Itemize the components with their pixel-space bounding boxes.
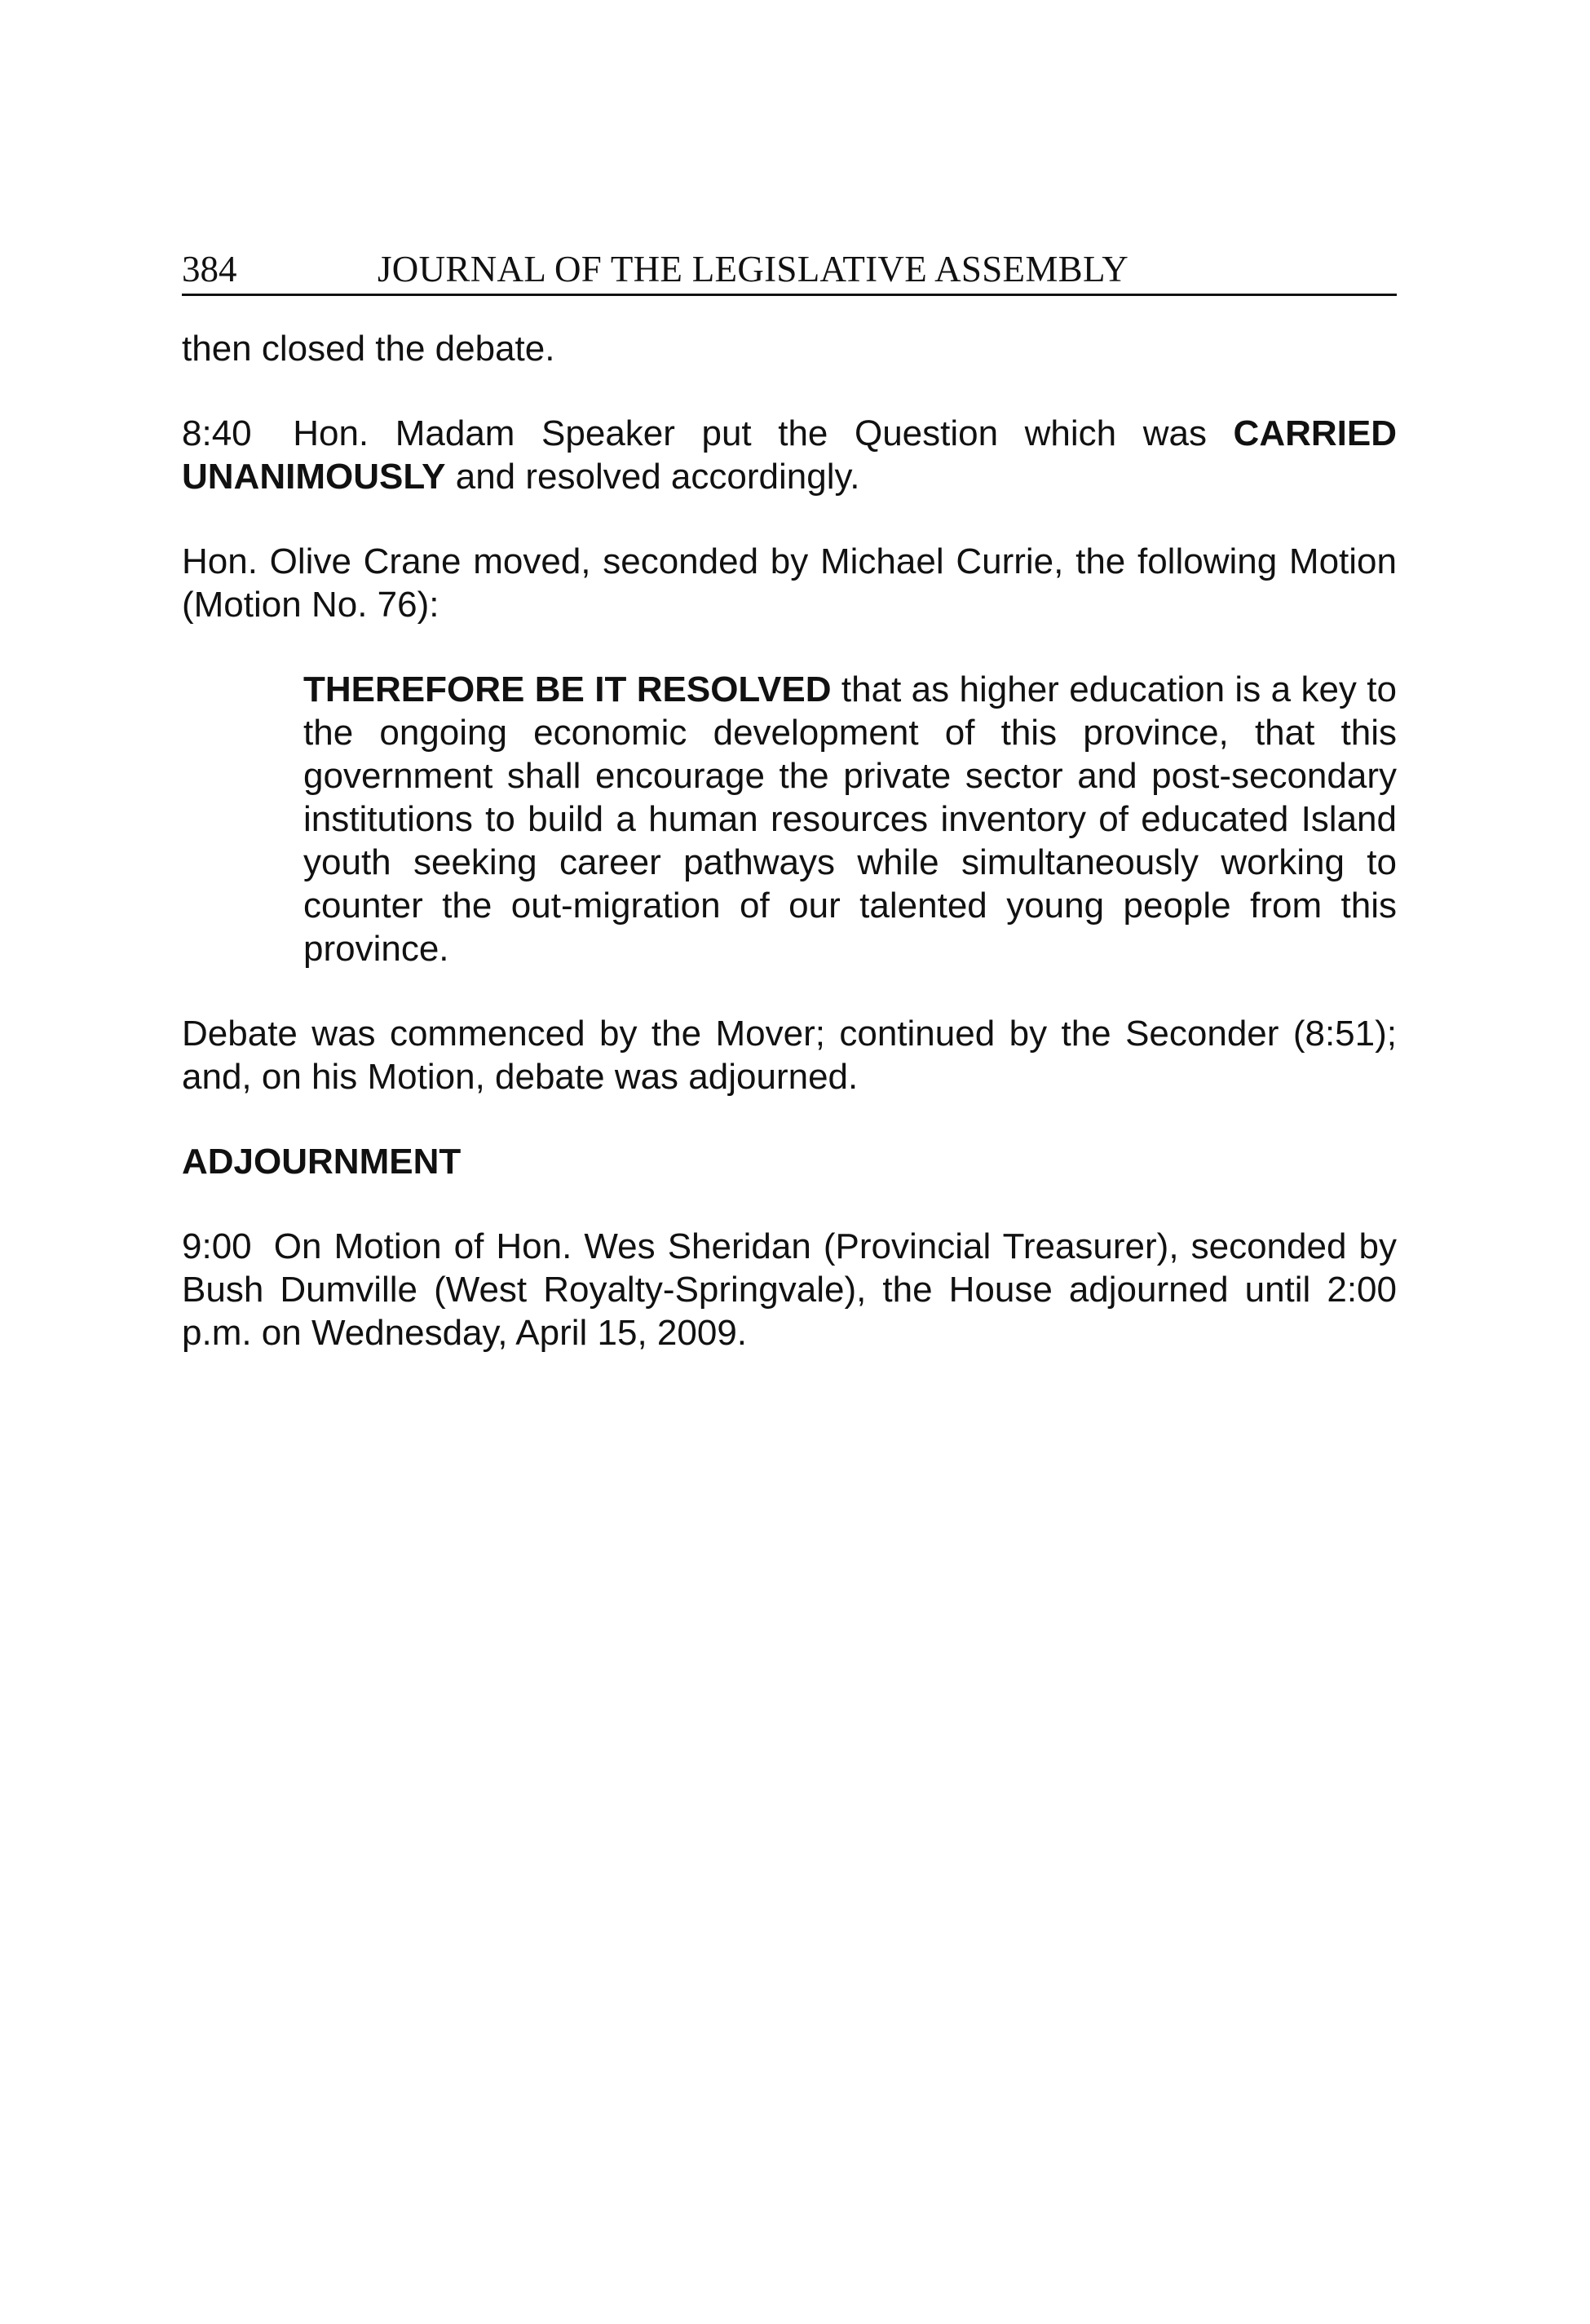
closed-debate-paragraph [182, 327, 1397, 370]
closed-debate-text: then closed the debate. [182, 329, 555, 369]
carried-unanimously-text: CARRIED UNANIMOUSLY [182, 413, 1397, 497]
debate-text: Debate was commenced by the Mover; continued by the Seconder (8:51); and, on his Motion, debate was adjourned. [182, 1014, 1397, 1097]
adjournment-paragraph [182, 1225, 1397, 1354]
resolution-text: that as higher education is a key to the ongoing economic development of this province, that this government shall encourage the private sector and post-secondary institutions to build a human resources inventory of educated Island youth seeking career pathways while simultaneously working to counter the out-migration of our talented young people from this province. [303, 669, 1397, 969]
adjournment-heading: ADJOURNMENT [182, 1142, 462, 1182]
question-text: Hon. Madam Speaker put the Question which was [293, 413, 1234, 453]
motion-intro-text: Hon. Olive Crane moved, seconded by Michael Currie, the following Motion (Motion No. 76): [182, 541, 1397, 625]
motion-intro-paragraph [182, 540, 1397, 626]
debate-paragraph [182, 1012, 1397, 1098]
running-header [182, 245, 1397, 296]
adjournment-text: On Motion of Hon. Wes Sheridan (Provincial Treasurer), seconded by Bush Dumville (West Royalty-Springvale), the House adjourned until 2:00 p.m. on Wednesday, April 15, 2009. [182, 1226, 1397, 1353]
adjournment-time: 9:00 [182, 1226, 252, 1266]
page-number: 384 [182, 249, 237, 289]
question-time: 8:40 [182, 413, 252, 453]
resolved-accordingly-text: and resolved accordingly. [445, 457, 860, 497]
journal-page [182, 245, 1397, 1396]
journal-title: JOURNAL OF THE LEGISLATIVE ASSEMBLY [378, 249, 1129, 289]
question-carried-paragraph [182, 412, 1397, 498]
therefore-resolved-text: THEREFORE BE IT RESOLVED [303, 669, 832, 709]
resolution-paragraph [303, 668, 1397, 970]
